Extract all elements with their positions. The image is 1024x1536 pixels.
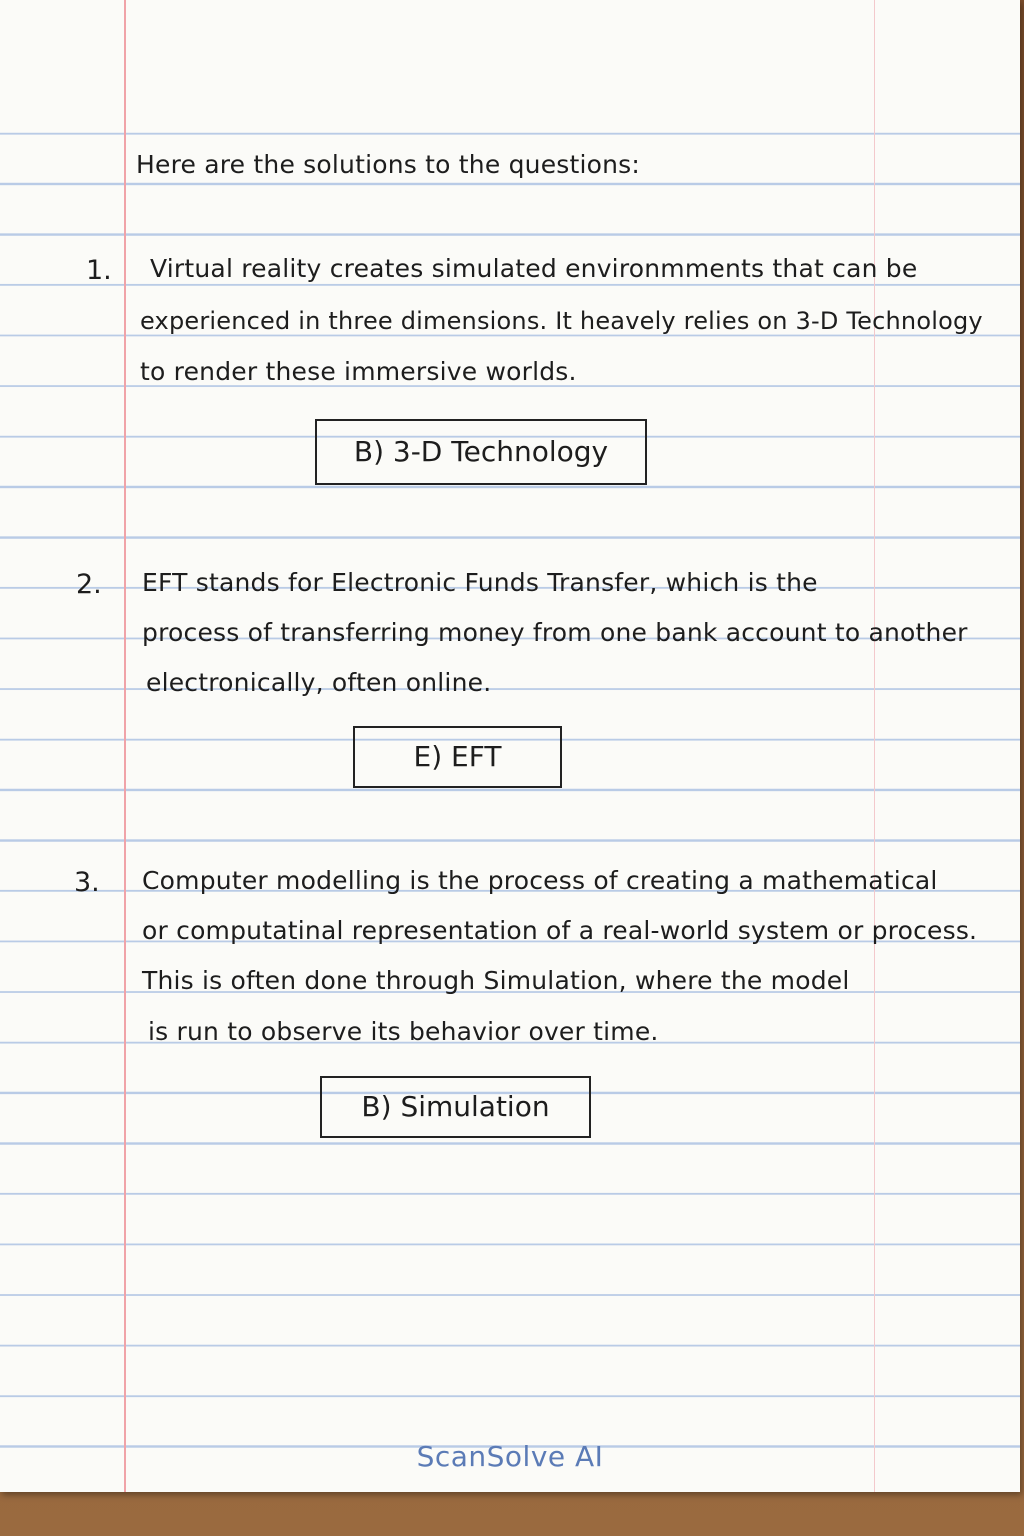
- answer-box-3: B) Simulation: [320, 1076, 591, 1138]
- question-2-line-1: EFT stands for Electronic Funds Transfer, which is the: [142, 568, 818, 597]
- question-1-line-2: experienced in three dimensions. It heavely relies on 3-D Technology: [140, 307, 983, 335]
- paper-header-space: [0, 0, 1020, 130]
- question-2-number: 2.: [76, 569, 102, 600]
- question-3-line-2: or computatinal representation of a real-world system or process.: [142, 916, 978, 945]
- answer-box-2: E) EFT: [353, 726, 562, 788]
- question-3-line-1: Computer modelling is the process of creating a mathematical: [142, 866, 938, 895]
- margin-line: [124, 0, 126, 1492]
- question-2-line-3: electronically, often online.: [146, 668, 492, 697]
- question-3-number: 3.: [74, 867, 100, 898]
- question-3-line-3: This is often done through Simulation, where the model: [142, 966, 850, 995]
- intro-text: Here are the solutions to the questions:: [136, 150, 641, 179]
- question-2-line-2: process of transferring money from one bank account to another: [142, 618, 968, 647]
- brand-watermark: ScanSolve AI: [416, 1440, 604, 1473]
- question-1-line-3: to render these immersive worlds.: [140, 357, 577, 386]
- right-margin-line: [874, 0, 875, 1492]
- question-1-number: 1.: [86, 255, 112, 286]
- question-3-line-4: is run to observe its behavior over time.: [148, 1017, 659, 1046]
- answer-box-1: B) 3-D Technology: [315, 419, 647, 485]
- question-1-line-1: Virtual reality creates simulated environmments that can be: [150, 254, 918, 283]
